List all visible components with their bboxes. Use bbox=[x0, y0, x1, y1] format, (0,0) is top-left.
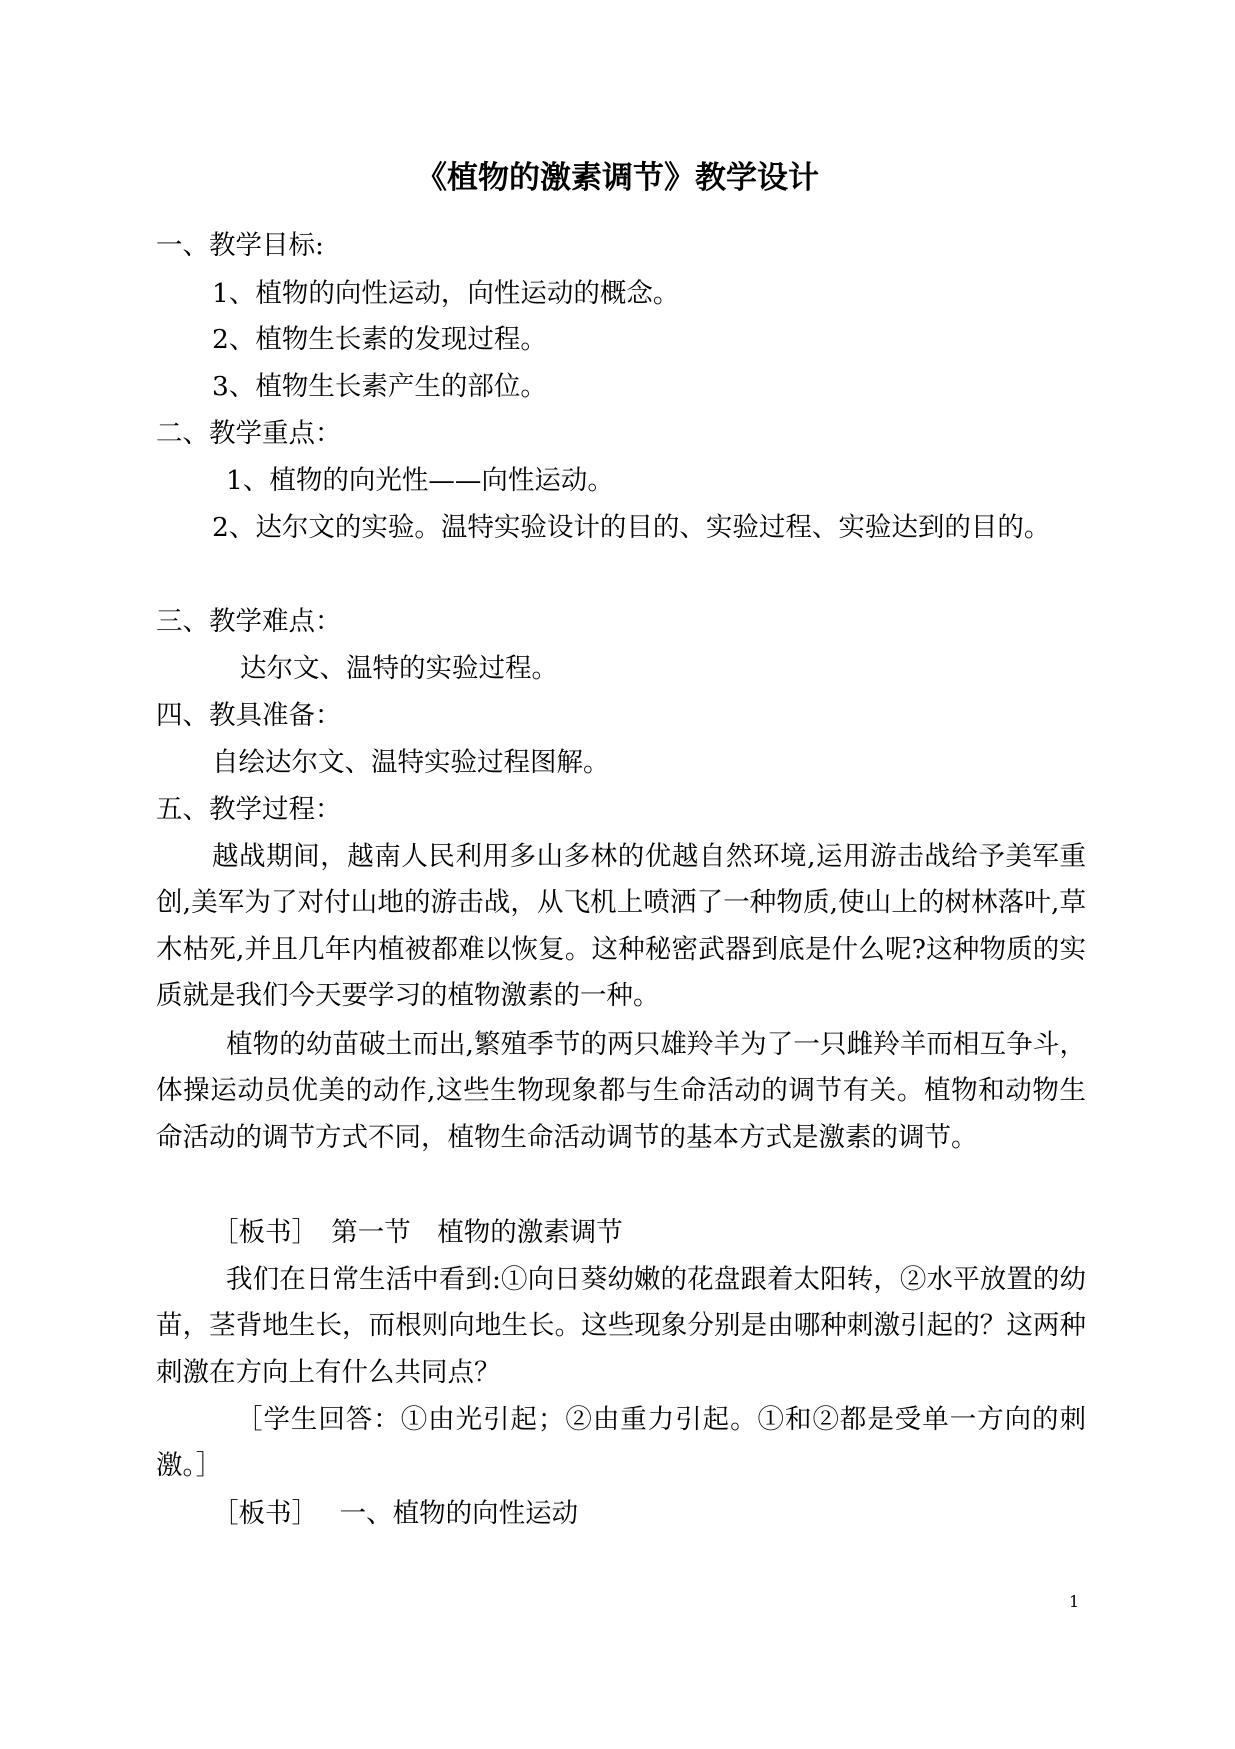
key-point-item: 1、植物的向光性——向性运动。 bbox=[226, 465, 614, 496]
question-paragraph: 我们在日常生活中看到:①向日葵幼嫩的花盘跟着太阳转，②水平放置的幼苗，茎背地生长，而根则向地生长。这些现象分别是由哪种刺激引起的？这两种刺激在方向上有什么共同点？ bbox=[156, 1264, 1086, 1388]
objective-item: 2、植物生长素的发现过程。 bbox=[212, 324, 547, 355]
board-heading: ［板书］ 第一节 植物的激素调节 bbox=[212, 1217, 623, 1248]
page-number: 1 bbox=[1069, 1592, 1080, 1611]
key-points-heading: 二、教学重点： bbox=[156, 418, 342, 449]
difficulties-text: 达尔文、温特的实验过程。 bbox=[240, 653, 558, 684]
key-point-item: 2、达尔文的实验。温特实验设计的目的、实验过程、实验达到的目的。 bbox=[212, 512, 1051, 543]
document-title: 《植物的激素调节》教学设计 bbox=[416, 160, 819, 196]
process-heading: 五、教学过程： bbox=[156, 794, 342, 825]
objective-item: 1、植物的向性运动，向性运动的概念。 bbox=[212, 278, 680, 309]
objectives-heading: 一、教学目标: bbox=[156, 230, 324, 261]
regulation-paragraph: 植物的幼苗破土而出,繁殖季节的两只雄羚羊为了一只雌羚羊而相互争斗，体操运动员优美的动作,这些生物现象都与生命活动的调节有关。植物和动物生命活动的调节方式不同，植物生命活动调节的基本方式是激素的调节。 bbox=[156, 1029, 1086, 1153]
aids-heading: 四、教具准备： bbox=[156, 700, 342, 731]
board-heading: ［板书］ 一、植物的向性运动 bbox=[212, 1498, 579, 1529]
intro-paragraph: 越战期间，越南人民利用多山多林的优越自然环境,运用游击战给予美军重创,美军为了对付山地的游击战，从飞机上喷洒了一种物质,使山上的树林落叶,草木枯死,并且几年内植被都难以恢复。这种秘密武器到底是什么呢?这种物质的实质就是我们今天要学习的植物激素的一种。 bbox=[156, 841, 1086, 1011]
student-answer: ［学生回答：①由光引起；②由重力引起。①和②都是受单一方向的刺激。］ bbox=[156, 1404, 1086, 1482]
aids-text: 自绘达尔文、温特实验过程图解。 bbox=[212, 747, 610, 778]
objective-item: 3、植物生长素产生的部位。 bbox=[212, 371, 547, 402]
difficulties-heading: 三、教学难点： bbox=[156, 606, 342, 637]
